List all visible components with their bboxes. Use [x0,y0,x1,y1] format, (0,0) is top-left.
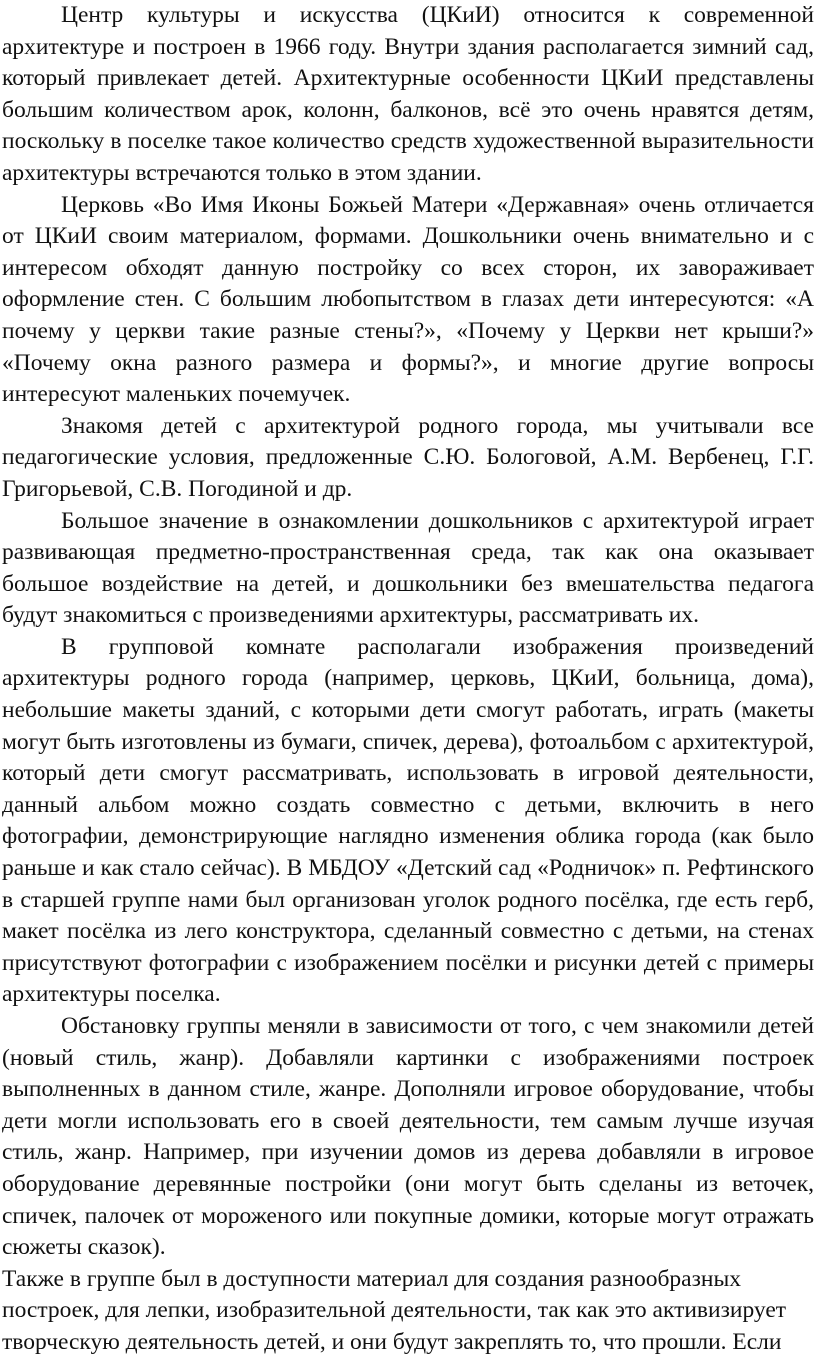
paragraph-pedagogical-conditions: Знакомя детей с архитектурой родного города, мы учитывали все педагогические условия, предложенные С.Ю. Бологовой, А.М. Вербенец, Г.Г. Григорьевой, С.В. Погодиной и др. [2,412,814,502]
paragraph-tskii: Центр культуры и искусства (ЦКиИ) относится к современной архитектуре и построен в 1966 году. Внутри здания располагается зимний сад, который привлекает детей. Архитектурные особенности ЦКиИ представлены большим количеством арок, колонн, балконов, всё это очень нравятся детям, поскольку в поселке такое количество средств художественной выразительности архитектуры встречаются только в этом здании. [2,2,814,186]
paragraph-materials: Также в группе был в доступности материал для создания разнообразных построек, для лепки, изобразительной деятельности, так как это активизирует творческую деятельность детей, и они будут закреплять то, что прошли. Если [2,1265,787,1355]
document-body [2,0,814,1359]
paragraph-group-setting: Обстановку группы меняли в зависимости от того, с чем знакомили детей (новый стиль, жанр). Добавляли картинки с изображениями построек выполненных в данном стиле, жанре. Дополняли игровое оборудование, чтобы дети могли использовать его в своей деятельности, тем самым лучше изучая стиль, жанр. Например, при изучении домов из дерева добавляли в игровое оборудование деревянные постройки (они могут быть сделаны из веточек, спичек, палочек от мороженого или покупные домики, которые могут отражать сюжеты сказок). [2,1013,814,1261]
paragraph-church: Церковь «Во Имя Иконы Божьей Матери «Державная» очень отличается от ЦКиИ своим материалом, формами. Дошкольники очень внимательно и с интересом обходят данную постройку со всех сторон, их завораживает оформление стен. С большим любопытством в глазах дети интересуются: «А почему у церкви такие разные стены?», «Почему у Церкви нет крыши?» «Почему окна разного размера и формы?», и многие другие вопросы интересуют маленьких почемучек. [2,191,814,408]
paragraph-group-room: В групповой комнате располагали изображения произведений архитектуры родного города (например, церковь, ЦКиИ, больница, дома), небольшие макеты зданий, с которыми дети смогут работать, играть (макеты могут быть изготовлены из бумаги, спичек, дерева), фотоальбом с архитектурой, который дети смогут рассматривать, использовать в игровой деятельности, данный альбом можно создать совместно с детьми, включить в него фотографии, демонстрирующие наглядно изменения облика города (как было раньше и как стало сейчас). В МБДОУ «Детский сад «Родничок» п. Рефтинского в старшей группе нами был организован уголок родного посёлка, где есть герб, макет посёлка из лего конструктора, сделанный совместно с детьми, на стенах присутствуют фотографии с изображением посёлки и рисунки детей с примеры архитектуры поселка. [2,633,814,1008]
paragraph-environment: Большое значение в ознакомлении дошкольников с архитектурой играет развивающая предметно-пространственная среда, так как она оказывает большое воздействие на детей, и дошкольники без вмешательства педагога будут знакомиться с произведениями архитектуры, рассматривать их. [2,507,814,629]
